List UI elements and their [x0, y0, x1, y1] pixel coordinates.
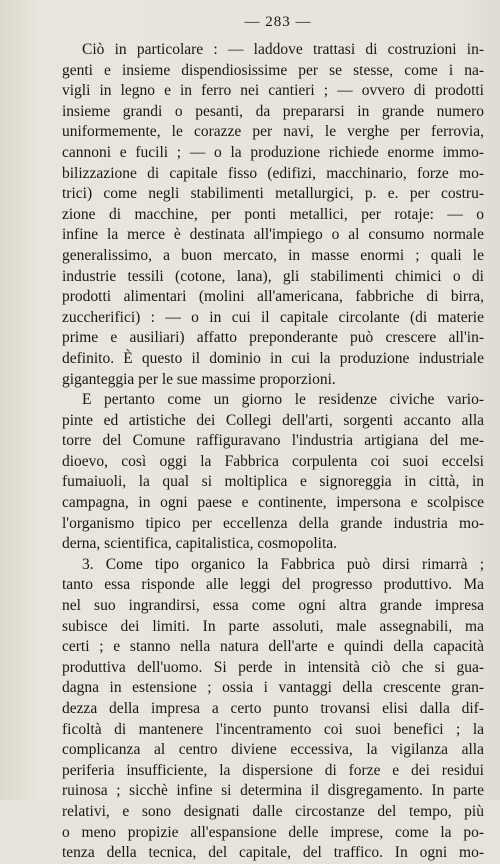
- text-line: E pertanto come un giorno le residenze civiche vario-: [82, 391, 484, 409]
- text-line: dioevo, così oggi la Fabbrica corpulenta coi suoi eccelsi: [62, 452, 484, 470]
- text-line: ficoltà di mantenere l'incentramento coi suoi benefici ; la: [62, 720, 484, 738]
- text-line: produttiva dell'uomo. Si perde in intensità ciò che si gua-: [62, 658, 484, 676]
- text-line: zuccherifici) : — o in cui il capitale circolante (di materie: [62, 308, 484, 326]
- text-line: Ciò in particolare : — laddove trattasi di costruzioni in-: [82, 41, 484, 58]
- text-line: cannoni e fucili ; — o la produzione richiede enorme immo-: [62, 143, 484, 161]
- body-text: [62, 40, 484, 864]
- text-line: fumaiuoli, la qual si moltiplica e signoreggia in città, in: [62, 473, 484, 491]
- text-line: torre del Comune raffiguravano l'industria artigiana del me-: [62, 432, 484, 450]
- text-line: complicanza al centro diviene eccessiva, la vigilanza alla: [62, 741, 484, 759]
- text-line: o meno propizie all'espansione delle imprese, come la po-: [62, 823, 484, 841]
- text-line: l'organismo tipico per eccellenza della grande industria mo-: [62, 514, 484, 532]
- text-line: zione di macchine, per ponti metallici, per rotaje: — o: [62, 205, 484, 223]
- text-line: industrie tessili (cotone, lana), gli stabilimenti chimici o di: [62, 267, 484, 285]
- text-line: definito. È questo il dominio in cui la produzione industriale: [62, 349, 484, 367]
- text-line: insieme grandi o pesanti, da prepararsi in grande numero: [62, 102, 484, 120]
- text-line: dagna in estensione ; ossia i vantaggi della crescente gran-: [62, 679, 484, 697]
- text-line: relativi, e sono designati dalle circostanze del tempo, più: [62, 802, 484, 820]
- text-line: infine la merce è destinata all'impiego o al consumo normale: [62, 226, 484, 244]
- text-line: prodotti alimentari (molini all'americana, fabbriche di birra,: [62, 288, 484, 306]
- text-line: certi ; e stanno nella natura dell'arte e quindi della capacità: [62, 638, 484, 656]
- page-number: — 283 —: [244, 14, 312, 30]
- text-line: subisce dei limiti. In parte assoluti, male assegnabili, ma: [62, 617, 484, 635]
- text-line: derna, scientifica, capitalistica, cosmopolita.: [62, 535, 338, 553]
- text-line: vigli in legno e in ferro nei cantieri ; — ovvero di prodotti: [62, 82, 484, 100]
- text-line: pinte ed artistiche dei Collegi dell'arti, sorgenti accanto alla: [62, 411, 484, 429]
- text-line: 3. Come tipo organico la Fabbrica può dirsi rimarrà ;: [82, 555, 484, 573]
- text-line: tanto essa risponde alle leggi del progresso produttivo. Ma: [62, 576, 484, 594]
- text-line: campagna, in ogni paese e continente, impersona e scolpisce: [62, 494, 484, 512]
- text-line: ruinosa ; sicchè infine si determina il disgregamento. In parte: [62, 782, 484, 800]
- text-line: prime e ausiliari) affatto preponderante può crescere all'in-: [62, 329, 484, 347]
- text-line: genti e insieme dispendiosissime per se stesse, come i na-: [62, 61, 484, 79]
- text-line: dezza della impresa a certo punto trovansi elisi dalla dif-: [62, 700, 484, 717]
- text-line: nel suo ingrandirsi, essa come ogni altra grande impresa: [62, 597, 484, 615]
- text-line: giganteggia per le sue massime proporzioni.: [62, 370, 336, 388]
- text-line: bilizzazione di capitale fisso (edifizi, macchinario, forze mo-: [62, 164, 484, 182]
- text-line: periferia insufficiente, la dispersione di forze e dei residui: [62, 761, 484, 779]
- text-line: tenza della tecnica, del capitale, del traffico. In ogni mo-: [62, 844, 484, 862]
- text-line: generalissimo, a buon mercato, in masse enormi ; quali le: [62, 246, 484, 264]
- text-line: trici) come negli stabilimenti metallurgici, p. e. per costru-: [62, 185, 484, 203]
- text-line: uniformemente, le corazze per navi, le verghe per ferrovia,: [62, 123, 484, 141]
